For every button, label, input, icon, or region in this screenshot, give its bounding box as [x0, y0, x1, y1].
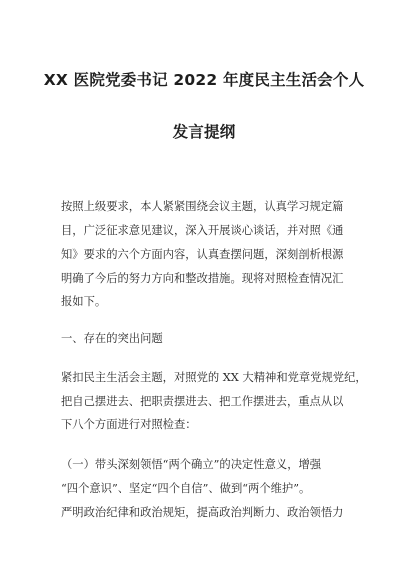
intro-line-3: 知》要求的六个方面内容，认真查摆问题，深刻剖析根源 — [61, 248, 344, 261]
item-line-3: 严明政治纪律和政治规矩，提高政治判断力、政治领悟力 — [61, 506, 344, 519]
document-title-line-1: XX 医院党委书记 2022 年度民主生活会个人 — [43, 71, 365, 89]
item-line-2: “四个意识”、坚定“四个自信”、做到“两个维护”。 — [61, 482, 311, 495]
intro-line-2: 目，广泛征求意见建议，深入开展谈心谈话，并对照《通 — [61, 224, 344, 237]
intro-line-1: 按照上级要求，本人紧紧围绕会议主题，认真学习规定篇 — [61, 200, 344, 213]
section-line-1: 紧扣民主生活会主题，对照党的 XX 大精神和党章党规党纪， — [61, 371, 367, 384]
document-title-line-2: 发言提纲 — [172, 123, 236, 141]
section-line-2: 把自己摆进去、把职责摆进去、把工作摆进去，重点从以 — [61, 395, 344, 408]
section-heading: 一、存在的突出问题 — [61, 332, 163, 345]
intro-line-4: 明确了今后的努力方向和整改措施。现将对照检查情况汇 — [61, 272, 344, 285]
section-line-3: 下八个方面进行对照检查： — [61, 418, 197, 431]
intro-line-5: 报如下。 — [61, 295, 107, 308]
item-line-1: （一）带头深刻领悟“两个确立”的决定性意义，增强 — [61, 458, 322, 471]
